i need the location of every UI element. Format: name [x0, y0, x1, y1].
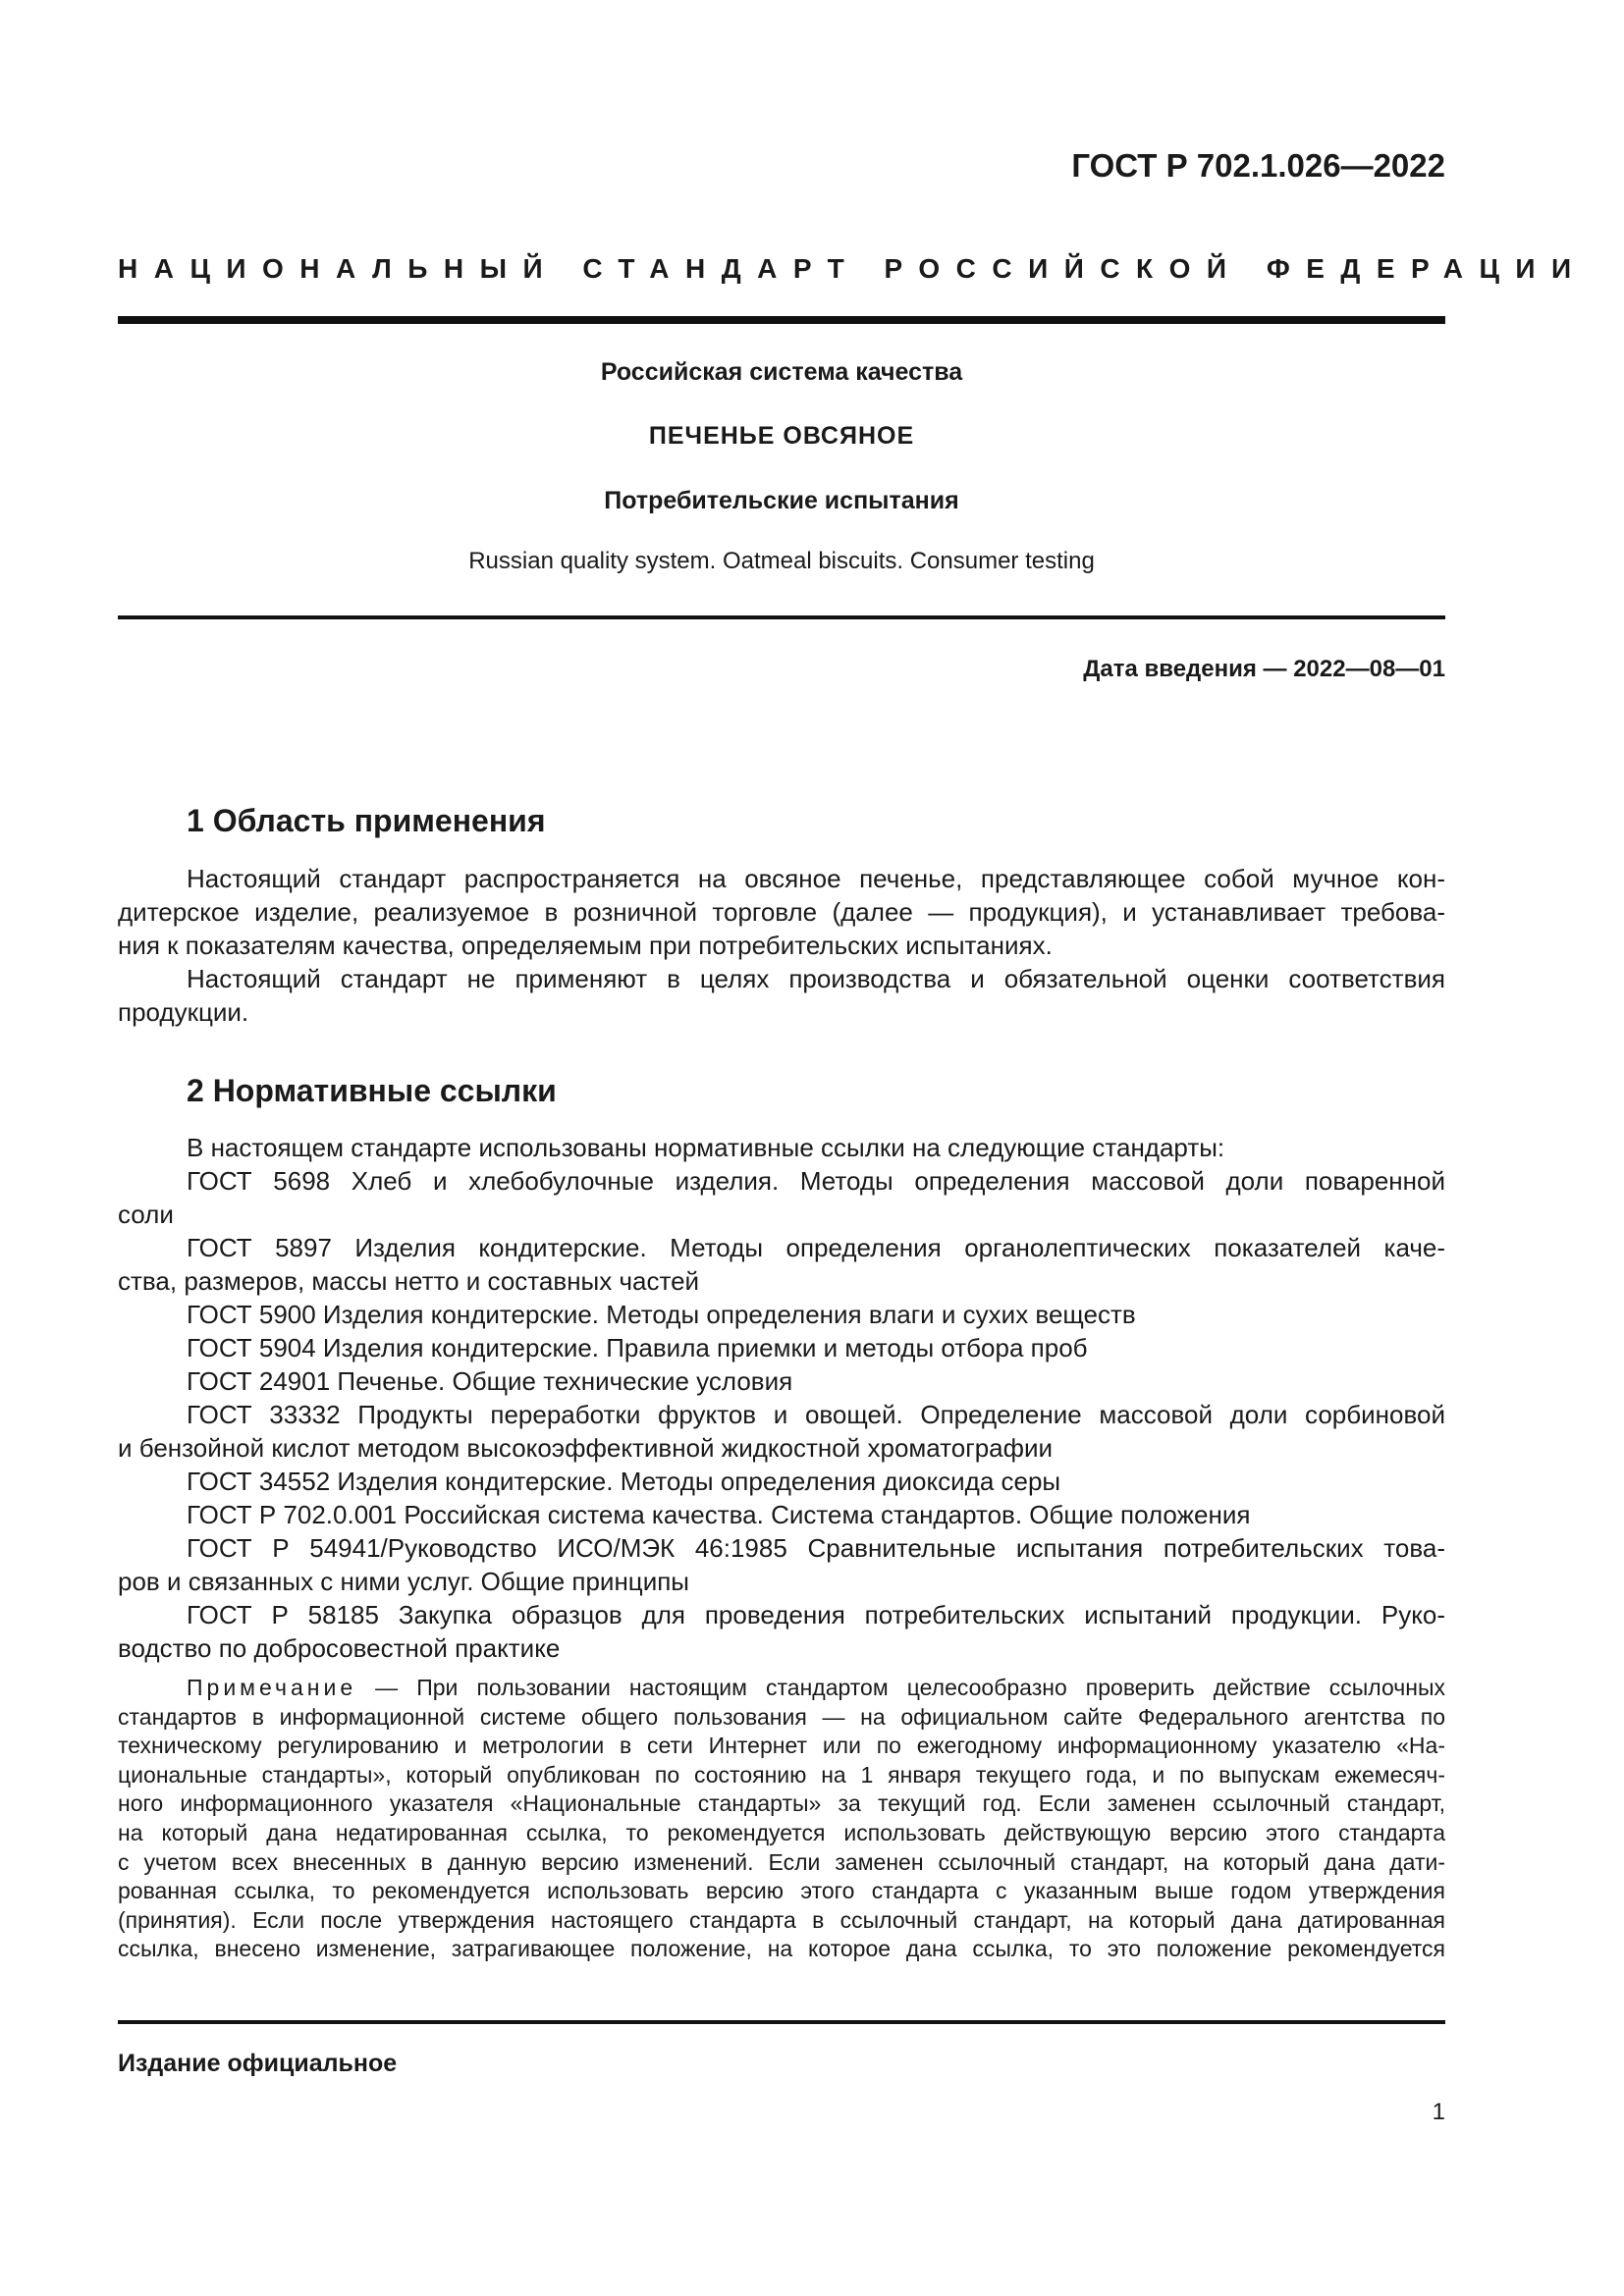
note-line: техническому регулированию и метрологии в сети Интернет или по ежегодному информационному указателю «На-	[118, 1733, 1445, 1759]
note-line: (принятия). Если после утверждения настоящего стандарта в ссылочный стандарт, на который дана датированная	[118, 1906, 1445, 1933]
note-line: на который дана недатированная ссылка, то рекомендуется использовать действующую версию этого стандарта	[118, 1819, 1445, 1845]
paragraph-line: продукции.	[118, 997, 249, 1027]
national-standard-banner: НАЦИОНАЛЬНЫЙ СТАНДАРТ РОССИЙСКОЙ ФЕДЕРАЦИИ	[118, 253, 1588, 284]
reference-line: ГОСТ Р 54941/Руководство ИСО/МЭК 46:1985 Сравнительные испытания потребительских това-	[187, 1533, 1445, 1563]
document-number: ГОСТ Р 702.1.026—2022	[1071, 147, 1445, 184]
note-line: стандартов в информационной системе общего пользования — на официальном сайте Федерального агентства по	[118, 1703, 1445, 1730]
note-line: рованная ссылка, то рекомендуется использовать версию этого стандарта с указанным выше годом утверждения	[118, 1878, 1445, 1904]
product-title: ПЕЧЕНЬЕ ОВСЯНОЕ	[648, 422, 915, 450]
english-title: Russian quality system. Oatmeal biscuits. Consumer testing	[468, 548, 1095, 574]
title-rule	[118, 615, 1445, 619]
quality-system-title: Российская система качества	[600, 358, 963, 386]
reference-line: ства, размеров, массы нетто и составных частей	[118, 1266, 700, 1296]
introduction-date: Дата введения — 2022—08—01	[1083, 656, 1445, 682]
reference-line: ГОСТ Р 58185 Закупка образцов для проведения потребительских испытаний продукции. Руко-	[187, 1600, 1445, 1629]
reference-line: соли	[118, 1200, 174, 1229]
header-rule	[118, 316, 1445, 324]
section-1-body	[118, 862, 1445, 1029]
reference-line: ГОСТ 34552 Изделия кондитерские. Методы определения диоксида серы	[187, 1467, 1061, 1496]
paragraph-line: Настоящий стандарт распространяется на овсяное печенье, представляющее собой мучное кон-	[187, 864, 1445, 893]
reference-line: и бензойной кислот методом высокоэффективной жидкостной хроматографии	[118, 1433, 1054, 1463]
reference-line: ГОСТ 5904 Изделия кондитерские. Правила приемки и методы отбора проб	[187, 1333, 1088, 1362]
reference-line: водство по добросовестной практике	[118, 1633, 561, 1663]
section-1-heading: 1 Область применения	[187, 803, 546, 838]
note-label: Примечание	[187, 1675, 357, 1700]
section-2-body	[118, 1131, 1445, 1665]
reference-line: ГОСТ 5900 Изделия кондитерские. Методы определения влаги и сухих веществ	[187, 1300, 1136, 1329]
paragraph-line: дитерское изделие, реализуемое в розничной торговле (далее — продукция), и устанавливает требова-	[118, 897, 1445, 927]
reference-line: ГОСТ 5698 Хлеб и хлебобулочные изделия. Методы определения массовой доли поваренной	[187, 1166, 1445, 1196]
reference-line: В настоящем стандарте использованы нормативные ссылки на следующие стандарты:	[187, 1133, 1225, 1162]
section-2-heading: 2 Нормативные ссылки	[187, 1073, 557, 1108]
reference-line: ГОСТ Р 702.0.001 Российская система качества. Система стандартов. Общие положения	[187, 1500, 1251, 1529]
reference-line: ГОСТ 33332 Продукты переработки фруктов и овощей. Определение массовой доли сорбиновой	[187, 1400, 1445, 1429]
paragraph-line: ния к показателям качества, определяемым при потребительских испытаниях.	[118, 931, 1053, 960]
note-line: циональные стандарты», который опубликован по состоянию на 1 января текущего года, и по выпускам ежемесяч-	[118, 1761, 1445, 1788]
reference-line: ГОСТ 5897 Изделия кондитерские. Методы определения органолептических показателей каче-	[187, 1233, 1445, 1262]
note-text: — При пользовании настоящим стандартом целесообразно проверить действие ссылочных	[356, 1675, 1445, 1700]
reference-line: ГОСТ 24901 Печенье. Общие технические условия	[187, 1366, 793, 1396]
references-note	[118, 1674, 1445, 1964]
note-line	[118, 1674, 1445, 1703]
reference-line: ров и связанных с ними услуг. Общие принципы	[118, 1567, 689, 1596]
testing-title: Потребительские испытания	[604, 487, 959, 514]
note-line: ного информационного указателя «Национальные стандарты» за текущий год. Если заменен ссылочный стандарт,	[118, 1790, 1445, 1817]
footer-rule	[118, 2020, 1445, 2024]
note-line: ссылка, внесено изменение, затрагивающее положение, на которое дана ссылка, то это положение рекомендуется	[118, 1936, 1445, 1962]
page-number: 1	[1432, 2099, 1445, 2125]
paragraph-line: Настоящий стандарт не применяют в целях производства и обязательной оценки соответствия	[187, 964, 1445, 993]
official-edition-label: Издание официальное	[118, 2050, 398, 2077]
note-line: с учетом всех внесенных в данную версию изменений. Если заменен ссылочный стандарт, на который дана дати-	[118, 1848, 1445, 1875]
